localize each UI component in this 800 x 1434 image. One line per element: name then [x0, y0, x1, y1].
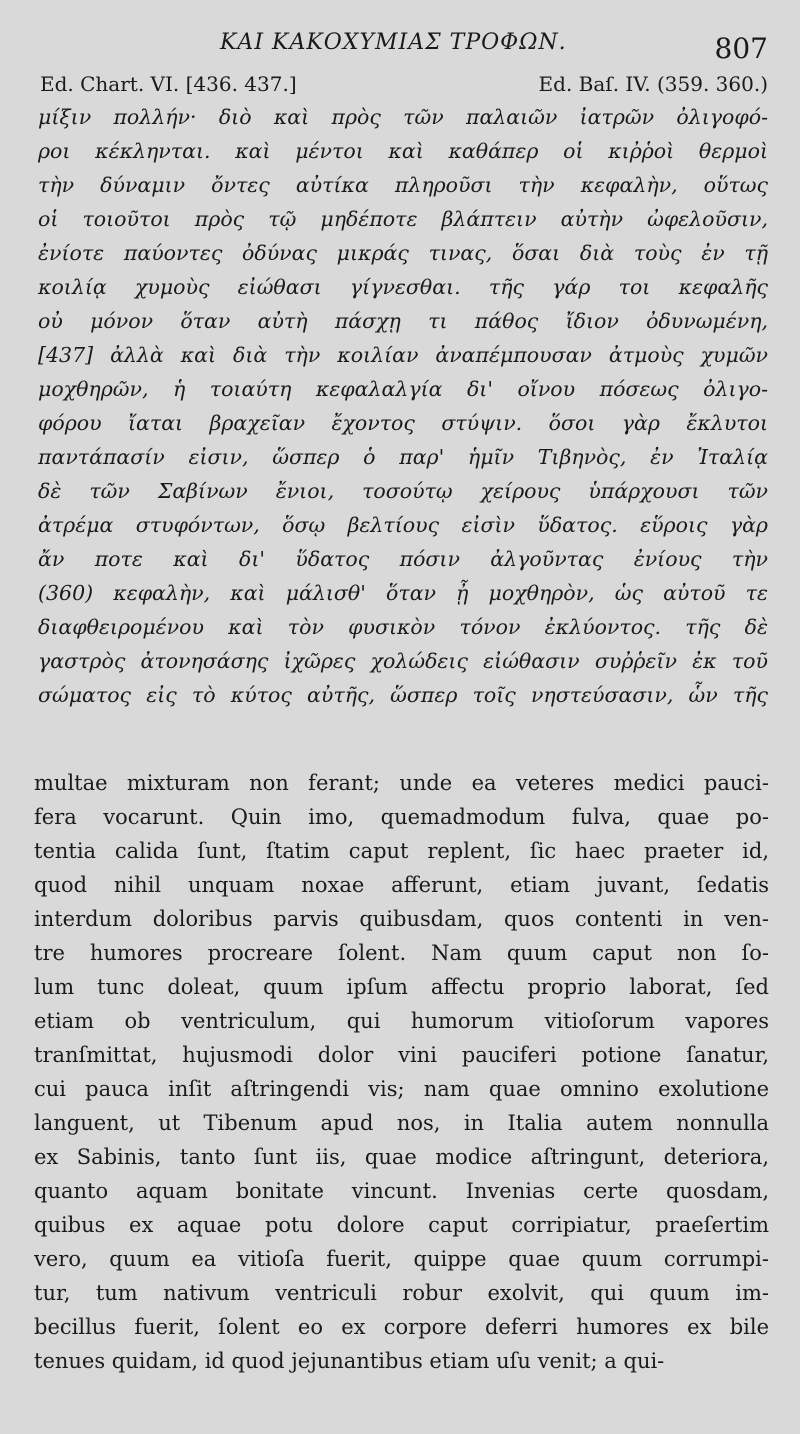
- latin-line: quod nihil unquam noxae afferunt, etiam juvant, ſedatis: [34, 873, 769, 897]
- edition-references: [40, 72, 768, 98]
- latin-line: quibus ex aquae potu dolore caput corripiatur, praeſertim: [34, 1213, 769, 1237]
- greek-line: ροι κέκληνται. καὶ μέντοι καὶ καθάπερ οἱ κιῤῥοὶ θερμοὶ: [38, 139, 768, 163]
- greek-line: δὲ τῶν Σαβίνων ἔνιοι, τοσούτῳ χείρους ὑπάρχουσι τῶν: [38, 479, 768, 503]
- latin-line: cui pauca inſit aſtringendi vis; nam quae omnino exolutione: [34, 1077, 769, 1101]
- latin-line: lum tunc doleat, quum ipſum affectu proprio laborat, ſed: [34, 975, 769, 999]
- basel-edition-ref: Ed. Baſ. IV. (359. 360.): [538, 72, 768, 96]
- greek-line: τὴν δύναμιν ὄντες αὐτίκα πληροῦσι τὴν κεφαλὴν, οὕτως: [38, 173, 768, 197]
- latin-line: tenues quidam, id quod jejunantibus etiam uſu venit; a qui-: [34, 1349, 665, 1373]
- greek-line: [437] ἀλλὰ καὶ διὰ τὴν κοιλίαν ἀναπέμπουσαν ἀτμοὺς χυμῶν: [38, 343, 768, 367]
- latin-line: fera vocarunt. Quin imo, quemadmodum fulva, quae po-: [34, 805, 769, 829]
- greek-text-block: [38, 100, 768, 712]
- latin-line: tranſmittat, hujusmodi dolor vini pauciferi potione ſanatur,: [34, 1043, 769, 1067]
- greek-line: μίξιν πολλήν· διὸ καὶ πρὸς τῶν παλαιῶν ἰατρῶν ὀλιγοφό-: [38, 105, 768, 129]
- latin-text-block: [34, 766, 769, 1378]
- greek-line: μοχθηρῶν, ἡ τοιαύτη κεφαλαλγία δι' οἴνου πόσεως ὀλιγο-: [38, 377, 768, 401]
- greek-line: γαστρὸς ἀτονησάσης ἰχῶρες χολώδεις εἰώθασιν συῤῥεῖν ἐκ τοῦ: [38, 649, 768, 673]
- latin-line: ex Sabinis, tanto ſunt iis, quae modice aſtringunt, deteriora,: [34, 1145, 769, 1169]
- latin-line: languent, ut Tibenum apud nos, in Italia autem nonnulla: [34, 1111, 769, 1135]
- greek-line: σώματος εἰς τὸ κύτος αὐτῆς, ὥσπερ τοῖς νηστεύσασιν, ὧν τῆς: [38, 683, 768, 707]
- greek-line: (360) κεφαλὴν, καὶ μάλισθ' ὅταν ᾖ μοχθηρὸν, ὡς αὐτοῦ τε: [38, 581, 768, 605]
- greek-line: οἱ τοιοῦτοι πρὸς τῷ μηδέποτε βλάπτειν αὐτὴν ὠφελοῦσιν,: [38, 207, 768, 231]
- latin-line: etiam ob ventriculum, qui humorum vitioſorum vapores: [34, 1009, 769, 1033]
- greek-line: ἄν ποτε καὶ δι' ὕδατος πόσιν ἀλγοῦντας ἐνίους τὴν: [38, 547, 768, 571]
- greek-line: κοιλίᾳ χυμοὺς εἰώθασι γίγνεσθαι. τῆς γάρ τοι κεφαλῆς: [38, 275, 768, 299]
- page-header: [0, 26, 800, 66]
- latin-line: quanto aquam bonitate vincunt. Invenias certe quosdam,: [34, 1179, 769, 1203]
- greek-line: οὐ μόνον ὅταν αὐτὴ πάσχῃ τι πάθος ἴδιον ὀδυνωμένη,: [38, 309, 768, 333]
- greek-line: παντάπασίν εἰσιν, ὥσπερ ὁ παρ' ἡμῖν Τιβηνὸς, ἐν Ἰταλίᾳ: [38, 445, 768, 469]
- latin-line: vero, quum ea vitioſa fuerit, quippe quae quum corrumpi-: [34, 1247, 769, 1271]
- greek-line: ἀτρέμα στυφόντων, ὅσῳ βελτίους εἰσὶν ὕδατος. εὕροις γὰρ: [38, 513, 768, 537]
- latin-line: tur, tum nativum ventriculi robur exolvit, qui quum im-: [34, 1281, 769, 1305]
- latin-line: interdum doloribus parvis quibusdam, quos contenti in ven-: [34, 907, 769, 931]
- greek-line: ἐνίοτε παύοντες ὀδύνας μικράς τινας, ὅσαι διὰ τοὺς ἐν τῇ: [38, 241, 768, 265]
- latin-line: tentia calida ſunt, ſtatim caput replent, ſic haec praeter id,: [34, 839, 769, 863]
- latin-line: becillus fuerit, ſolent eo ex corpore deferri humores ex bile: [34, 1315, 769, 1339]
- latin-line: tre humores procreare ſolent. Nam quum caput non ſo-: [34, 941, 769, 965]
- latin-line: multae mixturam non ferant; unde ea veteres medici pauci-: [34, 771, 769, 795]
- page-number: 807: [714, 32, 768, 65]
- running-title: ΚΑΙ ΚΑΚΟΧΥΜΙΑΣ ΤΡΟΦΩΝ.: [220, 30, 567, 55]
- greek-line: φόρου ἴαται βραχεῖαν ἔχοντος στύψιν. ὅσοι γὰρ ἔκλυτοι: [38, 411, 768, 435]
- chartier-edition-ref: Ed. Chart. VI. [436. 437.]: [40, 72, 297, 96]
- greek-line: διαφθειρομένου καὶ τὸν φυσικὸν τόνον ἐκλύοντος. τῆς δὲ: [38, 615, 768, 639]
